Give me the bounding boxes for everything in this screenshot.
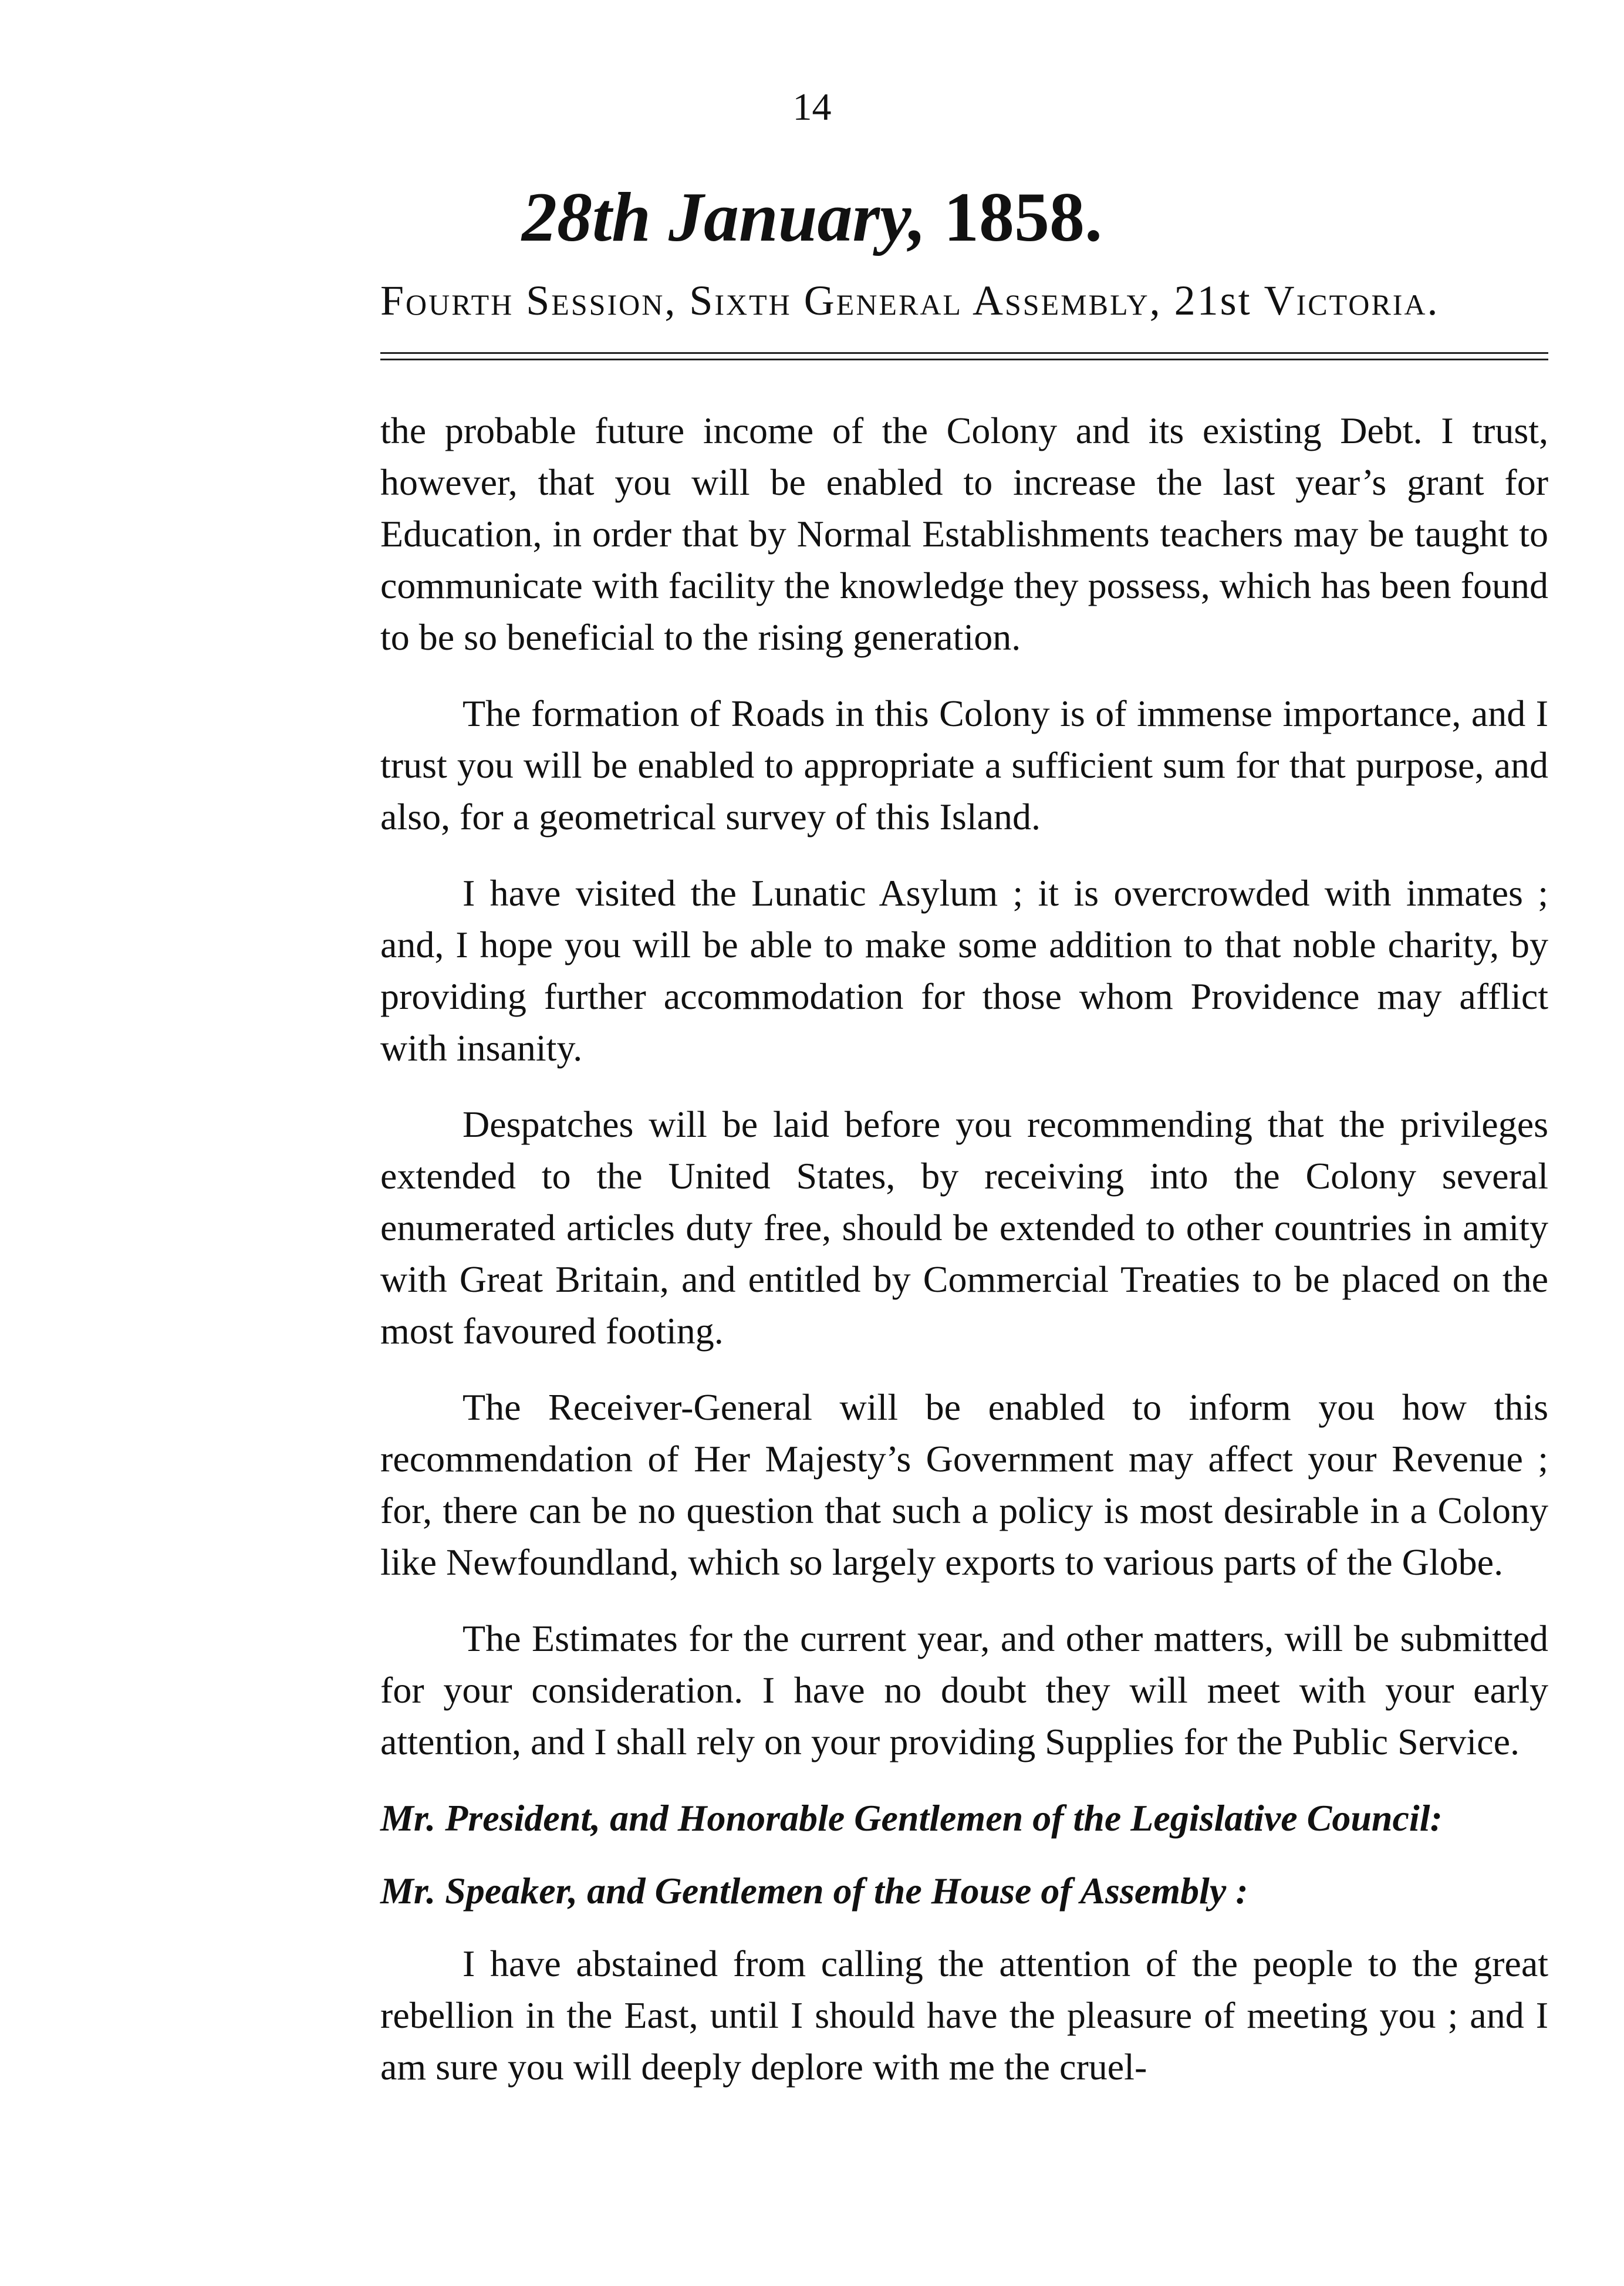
double-rule-divider (380, 352, 1548, 360)
session-part-1: Fourth Session, (380, 277, 677, 324)
paragraph-despatches: Despatches will be laid before you recommending that the privileges extended to the United States, by receiving into the Colony several enumerated articles duty free, should be extended to other countries in amity with Great Britain, and entitled by Commercial Treaties to be placed on the most favoured footing. (380, 1103, 1548, 1352)
paragraph-asylum: I have visited the Lunatic Asylum ; it is overcrowded with inmates ; and, I hope you will be able to make some addition to that noble charity, by providing further accommodation for those whom Providence may afflict with insanity. (380, 872, 1548, 1069)
date-day: 28th (521, 178, 651, 256)
date-heading (0, 178, 1624, 256)
body-text (380, 405, 1548, 2118)
paragraph-continued: the probable future income of the Colony and its existing Debt. I trust, however, that you will be enabled to increase the last year’s grant for Education, in order that by Normal Establishments teachers may be taught to communicate with facility the knowledge they possess, which has been found to be so beneficial to the rising generation. (380, 410, 1548, 658)
date-month: January, (668, 178, 927, 256)
session-part-3: 21st (1174, 277, 1252, 324)
paragraph-roads: The formation of Roads in this Colony is of immense importance, and I trust you will be enabled to appropriate a sufficient sum for that purpose, and also, for a geometrical survey of this Island. (380, 693, 1548, 838)
session-part-2: Sixth General Assembly, (689, 277, 1162, 324)
session-part-4: Victoria. (1264, 277, 1440, 324)
paragraph-receiver-general: The Receiver-General will be enabled to inform you how this recommendation of Her Majesty’s Government may affect your Revenue ; for, there can be no question that such a policy is most desirable in a Colony like Newfoundland, which so largely exports to various parts of the Globe. (380, 1386, 1548, 1583)
paragraph-estimates: The Estimates for the current year, and other matters, will be submitted for your consideration. I have no doubt they will meet with your early attention, and I shall rely on your providing Supplies for the Public Service. (380, 1618, 1548, 1762)
page-number: 14 (792, 86, 832, 129)
paragraph-rebellion: I have abstained from calling the attention of the people to the great rebellion in the East, until I should have the pleasure of meeting you ; and I am sure you will deeply deplore with me the cruel- (380, 1943, 1548, 2088)
address-house-of-assembly: Mr. Speaker, and Gentlemen of the House of Assembly : (380, 1870, 1248, 1912)
session-line (380, 279, 1548, 322)
address-legislative-council: Mr. President, and Honorable Gentlemen of the Legislative Council: (380, 1797, 1443, 1839)
date-year: 1858. (944, 178, 1103, 256)
